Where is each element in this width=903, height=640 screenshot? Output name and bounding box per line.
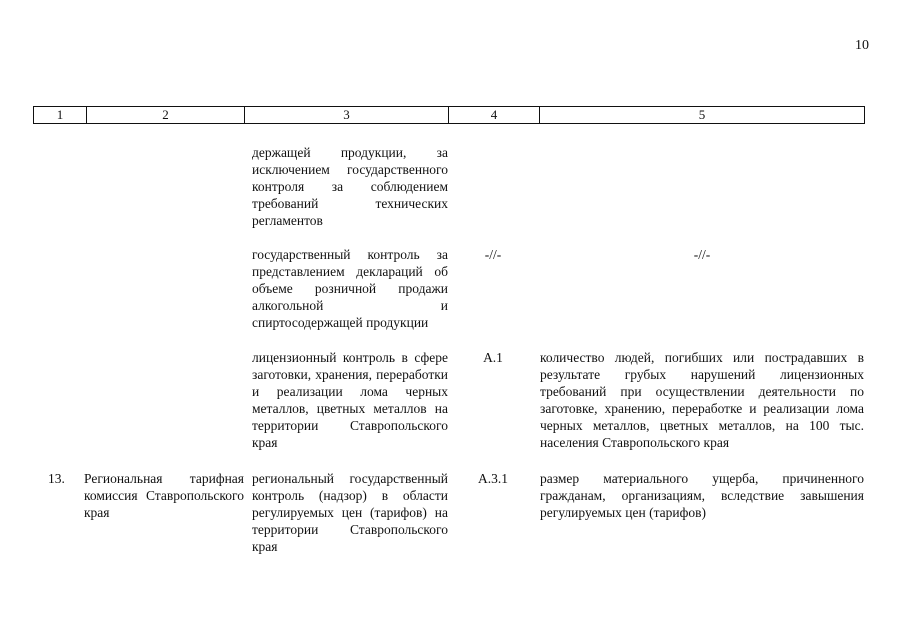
row4-col5-indicator: размер материального ущерба, причиненного гражданам, организациям, вследствие завышения регулируемых цен (тарифов) xyxy=(540,471,864,520)
column-header-2: 2 xyxy=(87,107,245,124)
row4-col3-control-type: региональный государственный контроль (надзор) в области регулируемых цен (тарифов) на территории Ставропольского края xyxy=(252,471,448,554)
row4-col2-authority: Региональная тарифная комиссия Ставропольского края xyxy=(84,471,244,520)
page-number: 10 xyxy=(855,38,869,53)
column-number-header xyxy=(33,106,865,124)
row2-col5-indicator: -//- xyxy=(693,247,711,262)
row2-col3-control-type: государственный контроль за представлением деклараций об объеме розничной продажи алкогольной и спиртосодержащей продукции xyxy=(252,247,448,330)
column-header-4: 4 xyxy=(449,107,540,124)
row2-col4-indicator-code: -//- xyxy=(484,247,502,262)
row3-col3-control-type: лицензионный контроль в сфере заготовки, хранения, переработки и реализации лома черных металлов, цветных металлов на территории Ставропольского края xyxy=(252,350,448,450)
column-header-3: 3 xyxy=(245,107,449,124)
row1-col3-control-type: держащей продукции, за исключением государственного контроля за соблюдением требований технических регламентов xyxy=(252,145,448,228)
row3-col5-indicator: количество людей, погибших или пострадавших в результате грубых нарушений лицензионных требований при осуществлении деятельности по заготовке, хранению, переработке и реализации лома черных металлов, цветных металлов, на 100 тыс. населения Ставропольского края xyxy=(540,350,864,450)
row3-col4-indicator-code: А.1 xyxy=(483,350,503,365)
row4-col1-number: 13. xyxy=(48,471,65,486)
column-header-5: 5 xyxy=(540,107,865,124)
row4-col4-indicator-code: А.3.1 xyxy=(478,471,508,486)
column-header-1: 1 xyxy=(34,107,87,124)
